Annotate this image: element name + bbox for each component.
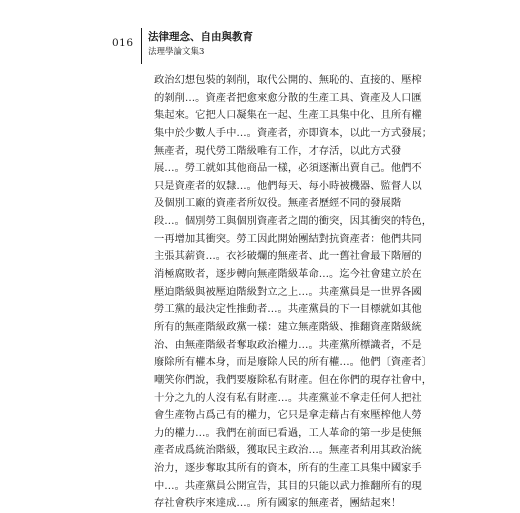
text-line: 存社會秩序來達成…。所有國家的無產者，團結起來！ xyxy=(154,497,402,510)
text-line: 消極腐敗者，逐步轉向無產階級革命…。迄今社會建立於在 xyxy=(154,268,422,281)
page-number: 016 xyxy=(112,37,134,49)
book-title: 法律理念、自由與教育 xyxy=(148,31,253,43)
text-line: 政治幻想包裝的剝削，取代公開的、無恥的、直接的、壓榨 xyxy=(154,74,422,86)
text-line: 及個別工廠的資產者所奴役。無產者歷經不同的發展階 xyxy=(154,197,402,210)
text-line: 主張其薪資…。衣衫破爛的無產者、此一舊社會最下階層的 xyxy=(154,250,422,263)
text-line: 集起來。它把人口凝集在一起、生產工具集中化、且所有權 xyxy=(154,109,422,122)
text-line: 壓迫階級與被壓迫階級對立之上…。共產黨員是一世界各國 xyxy=(154,285,422,298)
text-line: 會生產物占爲己有的權力，它只是拿走藉占有來壓榨他人勞 xyxy=(154,409,422,422)
text-line: 集中於少數人手中…。資產者，亦即資本，以此一方式發展； xyxy=(154,126,433,139)
text-line: 力的權力…。我們在前面已看過，工人革命的第一步是使無 xyxy=(154,426,422,439)
text-line: 治、由無產階級者奪取政治權力…。共產黨所標識者，不是 xyxy=(154,338,422,351)
text-line: 勞工黨的最決定性推動者…。共產黨員的下一目標就如其他 xyxy=(154,303,422,316)
text-line: 無產者，現代勞工階級唯有工作，才存活，以此方式發 xyxy=(154,144,402,157)
text-line: 展…。勞工就如其他商品一樣，必須逐漸出賣自己。他們不 xyxy=(154,162,422,175)
header-rule xyxy=(141,28,142,64)
text-line: 所有的無產階級政黨一樣：建立無產階級、推翻資產階級統 xyxy=(154,320,422,333)
text-line: 的剝削…。資產者把愈來愈分散的生產工具、資產及人口匯 xyxy=(154,91,422,104)
text-line: 一再增加其衝突。勞工因此開始團結對抗資產者：他們共同 xyxy=(154,232,422,245)
text-line: 廢除所有權本身，而是廢除人民的所有權…。他們〔資產者〕 xyxy=(154,356,433,369)
text-line: 十分之九的人沒有私有財產…。共產黨並不拿走任何人把社 xyxy=(154,391,422,404)
series-subtitle: 法理學論文集3 xyxy=(148,47,205,57)
text-line: 中…。共產黨員公開宣告，其目的只能以武力推翻所有的現 xyxy=(154,479,422,492)
text-line: 嘲笑你們說，我們要廢除私有財產。但在你們的現存社會中， xyxy=(154,373,433,386)
text-line: 產者成爲統治階級，獲取民主政治…。無產者利用其政治統 xyxy=(154,444,422,457)
text-line: 段…。個別勞工與個別資產者之間的衝突，因其衝突的特色， xyxy=(154,215,433,228)
body-text xyxy=(154,72,433,513)
text-line: 只是資產者的奴隸…。他們每天、每小時被機器、監督人以 xyxy=(154,179,422,192)
text-line: 治力，逐步奪取其所有的資本，所有的生產工具集中國家手 xyxy=(154,462,422,475)
